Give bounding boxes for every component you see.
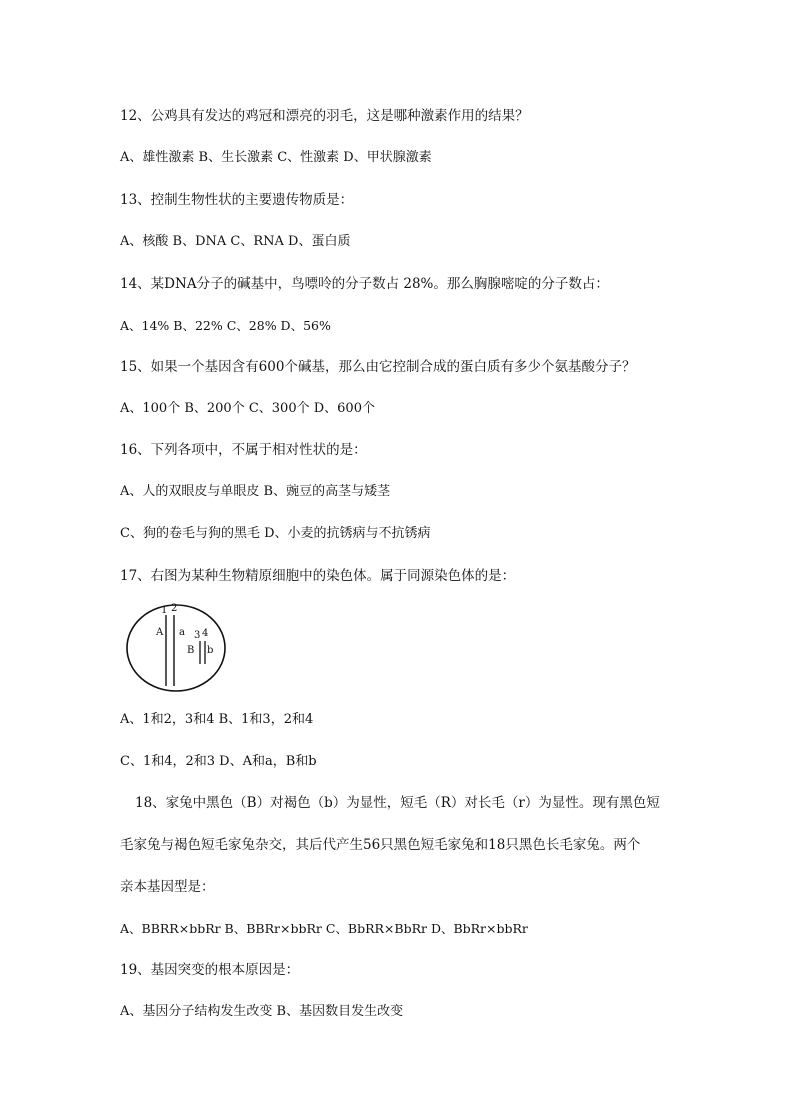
question-17: 17、右图为某种生物精原细胞中的染色体。属于同源染色体的是： (120, 568, 516, 584)
question-12-options: A、雄性激素 B、生长激素 C、性激素 D、甲状腺激素 (120, 150, 432, 165)
label-a: a (179, 627, 185, 638)
question-15-options: A、100个 B、200个 C、300个 D、600个 (120, 401, 375, 416)
question-14: 14、某DNA分子的碱基中，鸟嘌呤的分子数占 28%。那么胸腺嘧啶的分子数占： (120, 276, 609, 292)
question-16: 16、下列各项中，不属于相对性状的是： (120, 442, 367, 458)
label-2: 2 (171, 603, 178, 614)
question-16-options-line-2: C、狗的卷毛与狗的黑毛 D、小麦的抗锈病与不抗锈病 (120, 526, 431, 541)
label-3: 3 (194, 630, 201, 641)
label-1: 1 (161, 605, 168, 616)
question-18-line-2: 毛家兔与褐色短毛家兔杂交，其后代产生56只黑色短毛家兔和18只黑色长毛家兔。两个 (120, 837, 641, 853)
question-18-line-1: 18、家兔中黑色（B）对褐色（b）为显性，短毛（R）对长毛（r）为显性。现有黑色短 (135, 795, 660, 811)
question-13-options: A、核酸 B、DNA C、RNA D、蛋白质 (120, 234, 351, 249)
question-12: 12、公鸡具有发达的鸡冠和漂亮的羽毛，这是哪种激素作用的结果？ (120, 108, 529, 124)
label-4: 4 (202, 628, 209, 639)
question-13: 13、控制生物性状的主要遗传物质是： (120, 192, 354, 208)
question-16-options-line-1: A、人的双眼皮与单眼皮 B、豌豆的高茎与矮茎 (120, 484, 391, 499)
label-b: b (207, 645, 214, 656)
question-18-options: A、BBRR×bbRr B、BBRr×bbRr C、BbRR×BbRr D、BbRr×bbRr (120, 921, 528, 936)
label-A: A (156, 627, 164, 638)
label-B: B (187, 645, 195, 656)
question-17-options-line-1: A、1和2，3和4 B、1和3，2和4 (120, 712, 314, 727)
question-18-line-3: 亲本基因型是： (120, 879, 215, 895)
question-14-options: A、14% B、22% C、28% D、56% (120, 318, 331, 333)
question-19-options-line-1: A、基因分子结构发生改变 B、基因数目发生改变 (120, 1004, 404, 1019)
chromosome-figure (124, 600, 230, 696)
question-17-options-line-2: C、1和4，2和3 D、A和a，B和b (120, 754, 317, 769)
question-15: 15、如果一个基因含有600个碱基，那么由它控制合成的蛋白质有多少个氨基酸分子？ (120, 359, 636, 375)
question-19: 19、基因突变的根本原因是： (120, 962, 300, 978)
